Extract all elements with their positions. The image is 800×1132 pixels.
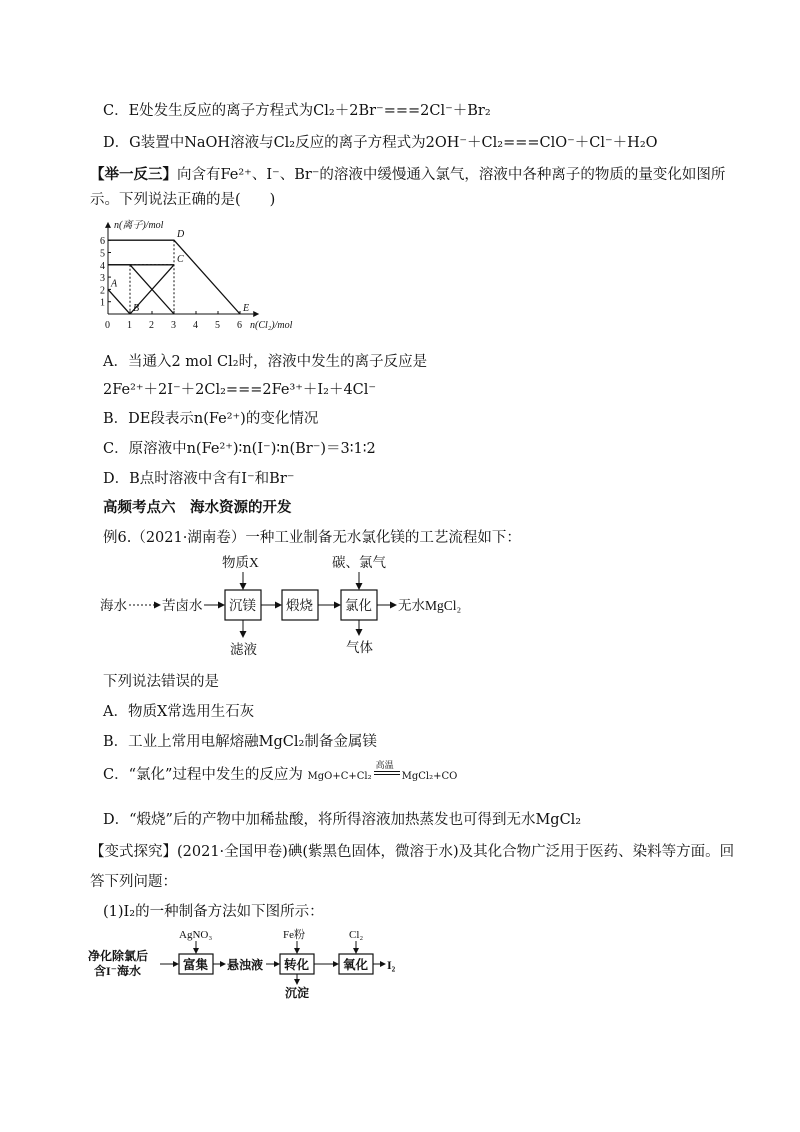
practice-tag: 【举一反三】 — [90, 166, 177, 183]
flow-seawater: 海水 — [100, 598, 127, 613]
flow-step1: 沉镁 — [229, 598, 256, 613]
iodine-input3: Cl₂ — [349, 929, 364, 941]
practice-option-c: C．原溶液中n(Fe²⁺)∶n(I⁻)∶n(Br⁻)＝3∶1∶2 — [103, 441, 376, 457]
example6-option-d: D．“煅烧”后的产物中加稀盐酸，将所得溶液加热蒸发也可得到无水MgCl₂ — [103, 812, 582, 828]
x-tick-label: 6 — [237, 320, 242, 331]
iodine-mid: 悬浊液 — [227, 958, 264, 972]
y-axis-arrow — [105, 222, 111, 228]
variant-line1: 【变式探究】(2021·全国甲卷)碘(紫黑色固体，微溶于水)及其化合物广泛用于医药、染料等方面。回 — [90, 844, 735, 860]
flow-input3: 碳、氯气 — [332, 555, 386, 570]
flow-bittern: 苦卤水 — [162, 598, 203, 613]
iodine-input2: Fe粉 — [283, 929, 305, 941]
y-tick-label: 6 — [100, 236, 105, 248]
iodine-input1: AgNO₃ — [179, 929, 213, 941]
variant-q1: (1)I₂的一种制备方法如下图所示： — [103, 904, 324, 920]
equation-left: MgO+C+Cl₂ — [307, 771, 372, 782]
point-label-d: D — [177, 229, 185, 241]
iodine-step2: 转化 — [284, 958, 310, 972]
x-tick-label: 2 — [149, 320, 154, 331]
series-line-1 — [108, 289, 130, 314]
practice-option-b: B．DE段表示n(Fe²⁺)的变化情况 — [103, 411, 319, 427]
practice-stem-text: 向含有Fe²⁺、I⁻、Br⁻的溶液中缓慢通入氯气，溶液中各种离子的物质的量变化如图所 — [177, 167, 726, 183]
practice-option-d: D．B点时溶液中含有I⁻和Br⁻ — [103, 471, 295, 487]
section-title: 高频考点六 海水资源的开发 — [103, 499, 292, 516]
iodine-step3: 氧化 — [343, 958, 369, 972]
example6-option-a: A．物质X常选用生石灰 — [103, 704, 255, 720]
x-tick-label: 1 — [127, 320, 132, 331]
x-axis-arrow — [253, 311, 259, 317]
flow-product: 无水MgCl₂ — [398, 598, 462, 613]
point-label-a: A — [111, 278, 118, 290]
flow-output3: 气体 — [346, 640, 373, 655]
practice-option-a-line2: 2Fe²⁺＋2I⁻＋2Cl₂===2Fe³⁺＋I₂＋4Cl⁻ — [103, 382, 377, 398]
equation-right: MgCl₂+CO — [401, 771, 458, 782]
series-line-4 — [108, 265, 174, 314]
iodine-process-flow — [88, 926, 408, 1001]
y-tick-label: 2 — [100, 285, 105, 297]
mgcl2-process-flow — [100, 550, 500, 660]
x-tick-label: 3 — [171, 320, 176, 331]
example6-option-c — [103, 761, 458, 785]
flow-output1: 滤液 — [230, 642, 257, 657]
x-tick-label: 4 — [193, 320, 198, 331]
equation-condition: 高温 — [375, 761, 394, 771]
example6-question: 下列说法错误的是 — [103, 674, 219, 690]
practice-stem-line1 — [90, 165, 725, 185]
iodine-source-line1: 净化除氯后 — [88, 949, 149, 963]
practice-stem-line2: 示。下列说法正确的是( ) — [90, 192, 276, 208]
example6-option-b: B．工业上常用电解熔融MgCl₂制备金属镁 — [103, 734, 377, 750]
point-label-b: B — [133, 303, 140, 314]
variant-line2: 答下列问题： — [90, 874, 177, 890]
q5-option-c: C．E处发生反应的离子方程式为Cl₂＋2Br⁻===2Cl⁻＋Br₂ — [103, 103, 491, 119]
iodine-product: I₂ — [387, 958, 396, 972]
y-tick-label: 1 — [100, 297, 105, 309]
iodine-output2: 沉淀 — [285, 986, 310, 1000]
y-tick-label: 3 — [100, 273, 105, 285]
practice-option-a-line1: A．当通入2 mol Cl₂时，溶液中发生的离子反应是 — [103, 354, 428, 370]
y-tick-label: 4 — [100, 260, 105, 272]
equation — [307, 761, 458, 787]
x-tick-label: 5 — [215, 320, 220, 331]
x-tick-label: 0 — [105, 320, 110, 331]
y-tick-label: 5 — [100, 248, 105, 260]
y-axis-label: n(离子)/mol — [114, 219, 164, 231]
iodine-step1: 富集 — [183, 958, 209, 972]
q5-option-d: D．G装置中NaOH溶液与Cl₂反应的离子方程式为2OH⁻＋Cl₂===ClO⁻＋Cl⁻＋H₂O — [103, 135, 658, 151]
point-label-c: C — [177, 253, 184, 265]
flow-input1: 物质X — [222, 555, 259, 570]
example6-option-c-text: C．“氯化”过程中发生的反应为 — [103, 767, 303, 783]
point-label-e: E — [243, 303, 250, 314]
iodine-source-line2: 含I⁻海水 — [94, 964, 142, 978]
flow-step2: 煅烧 — [286, 598, 313, 613]
x-axis-label: n(Cl₂)/mol — [250, 320, 293, 331]
ion-amount-chart — [100, 218, 340, 338]
flow-step3: 氯化 — [345, 598, 372, 613]
example6-stem: 例6.（2021·湖南卷）一种工业制备无水氯化镁的工艺流程如下： — [103, 530, 521, 546]
